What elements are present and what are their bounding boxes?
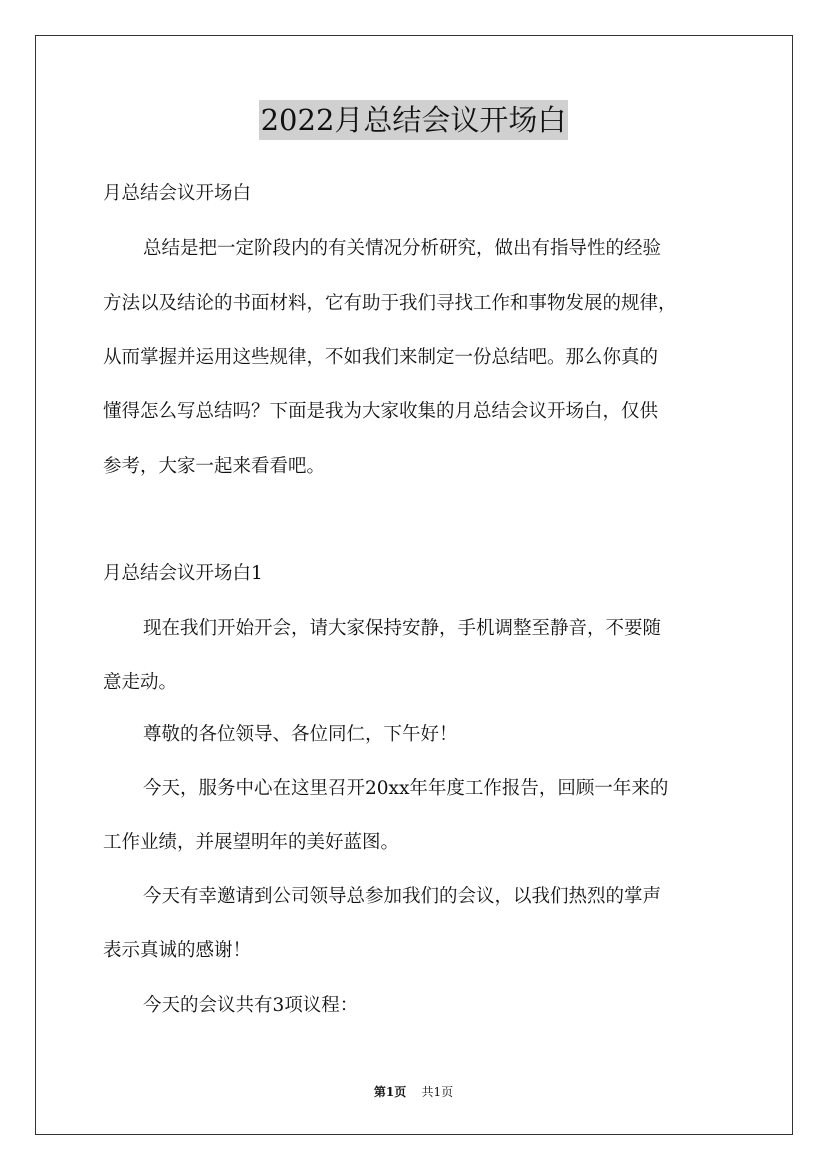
intro-line-4: 懂得怎么写总结吗？下面是我为大家收集的月总结会议开场白，仅供 xyxy=(103,401,659,422)
page-footer xyxy=(0,1084,827,1100)
section-heading: 月总结会议开场白1 xyxy=(103,563,263,584)
body-line-6: 今天有幸邀请到公司领导总参加我们的会议，以我们热烈的掌声 xyxy=(143,886,662,907)
document-subtitle: 月总结会议开场白 xyxy=(103,183,252,204)
body-line-4: 今天，服务中心在这里召开20xx年年度工作报告，回顾一年来的 xyxy=(143,778,669,799)
body-line-3: 尊敬的各位领导、各位同仁，下午好！ xyxy=(143,724,458,745)
title-container xyxy=(0,100,827,140)
body-line-1: 现在我们开始开会，请大家保持安静，手机调整至静音，不要随 xyxy=(143,618,662,639)
intro-line-1: 总结是把一定阶段内的有关情况分析研究，做出有指导性的经验 xyxy=(143,238,662,259)
page-total: 共1页 xyxy=(421,1085,454,1099)
body-line-5: 工作业绩，并展望明年的美好蓝图。 xyxy=(103,832,400,853)
body-line-8: 今天的会议共有3项议程： xyxy=(143,995,359,1016)
body-line-2: 意走动。 xyxy=(103,672,178,693)
page-number: 第1页 xyxy=(373,1085,407,1099)
intro-line-3: 从而掌握并运用这些规律，不如我们来制定一份总结吧。那么你真的 xyxy=(103,347,659,368)
body-line-7: 表示真诚的感谢！ xyxy=(103,940,252,961)
intro-line-5: 参考，大家一起来看看吧。 xyxy=(103,456,326,477)
document-title: 2022月总结会议开场白 xyxy=(259,100,569,140)
intro-line-2: 方法以及结论的书面材料，它有助于我们寻找工作和事物发展的规律， xyxy=(103,293,677,314)
